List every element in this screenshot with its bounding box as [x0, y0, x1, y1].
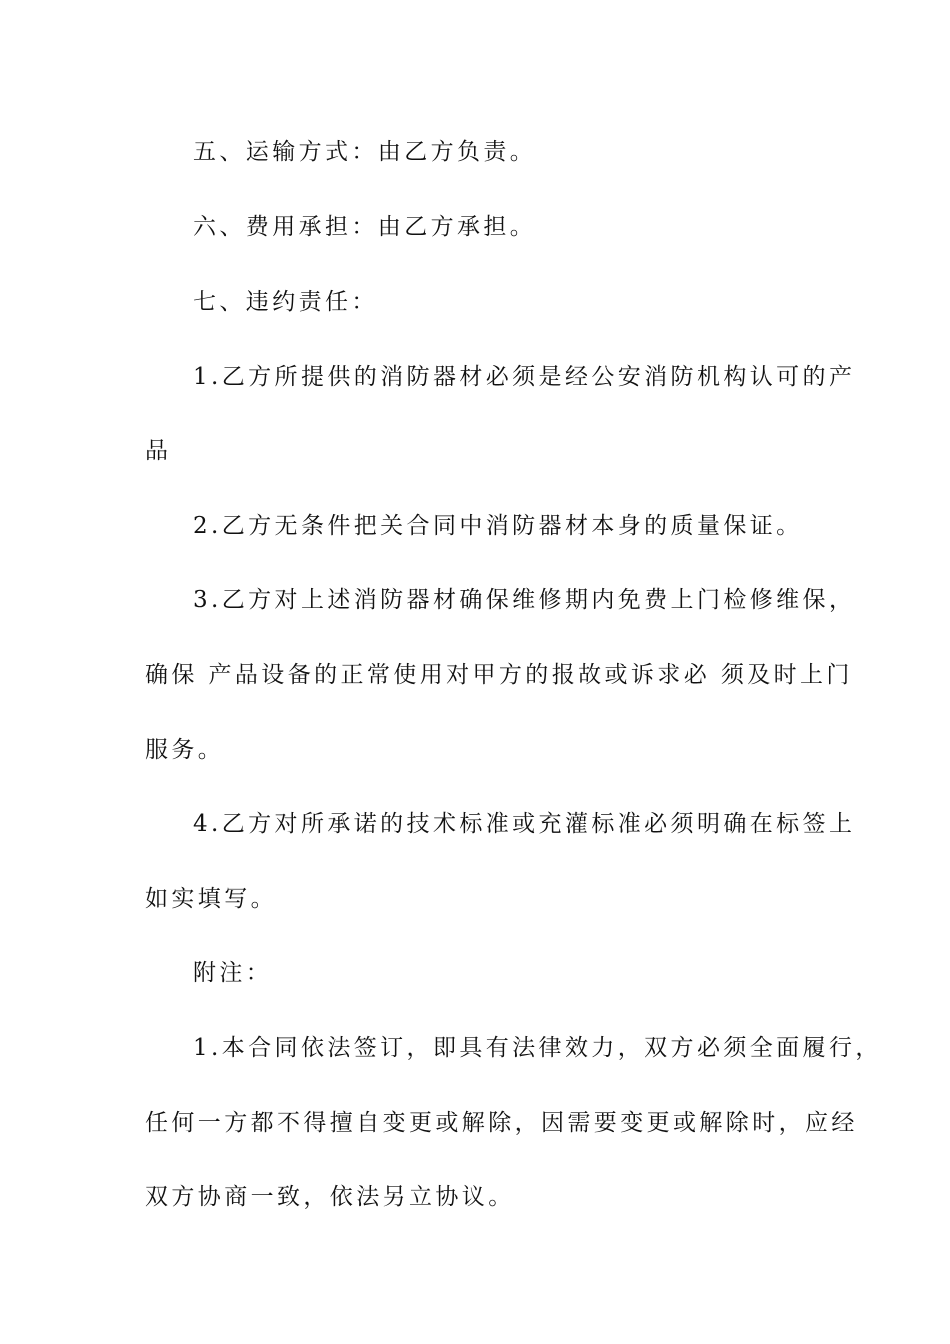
- clause-seven-item-1-cont: 品: [145, 438, 172, 464]
- clause-seven-item-4: 4.乙方对所承诺的技术标准或充灌标准必须明确在标签上: [193, 811, 856, 837]
- clause-seven-item-4-cont: 如实填写。: [145, 886, 277, 912]
- notes-item-1: 1.本合同依法签订，即具有法律效力，双方必须全面履行，: [193, 1035, 882, 1061]
- notes-heading: 附注：: [193, 960, 273, 986]
- clause-six-costs: 六、费用承担：由乙方承担。: [193, 214, 537, 240]
- clause-seven-item-3: 3.乙方对上述消防器材确保维修期内免费上门检修维保，: [193, 587, 856, 613]
- notes-item-1-end: 双方协商一致，依法另立协议。: [145, 1184, 515, 1210]
- clause-seven-item-1: 1.乙方所提供的消防器材必须是经公安消防机构认可的产: [193, 364, 856, 390]
- notes-item-1-cont: 任何一方都不得擅自变更或解除，因需要变更或解除时，应经: [145, 1110, 858, 1136]
- clause-seven-heading: 七、违约责任：: [193, 289, 378, 315]
- clause-seven-item-2: 2.乙方无条件把关合同中消防器材本身的质量保证。: [193, 513, 803, 539]
- clause-five-transport: 五、运输方式：由乙方负责。: [193, 139, 537, 165]
- clause-seven-item-3-end: 服务。: [145, 737, 225, 763]
- clause-seven-item-3-cont: 确保 产品设备的正常使用对甲方的报故或诉求必 须及时上门: [145, 662, 853, 688]
